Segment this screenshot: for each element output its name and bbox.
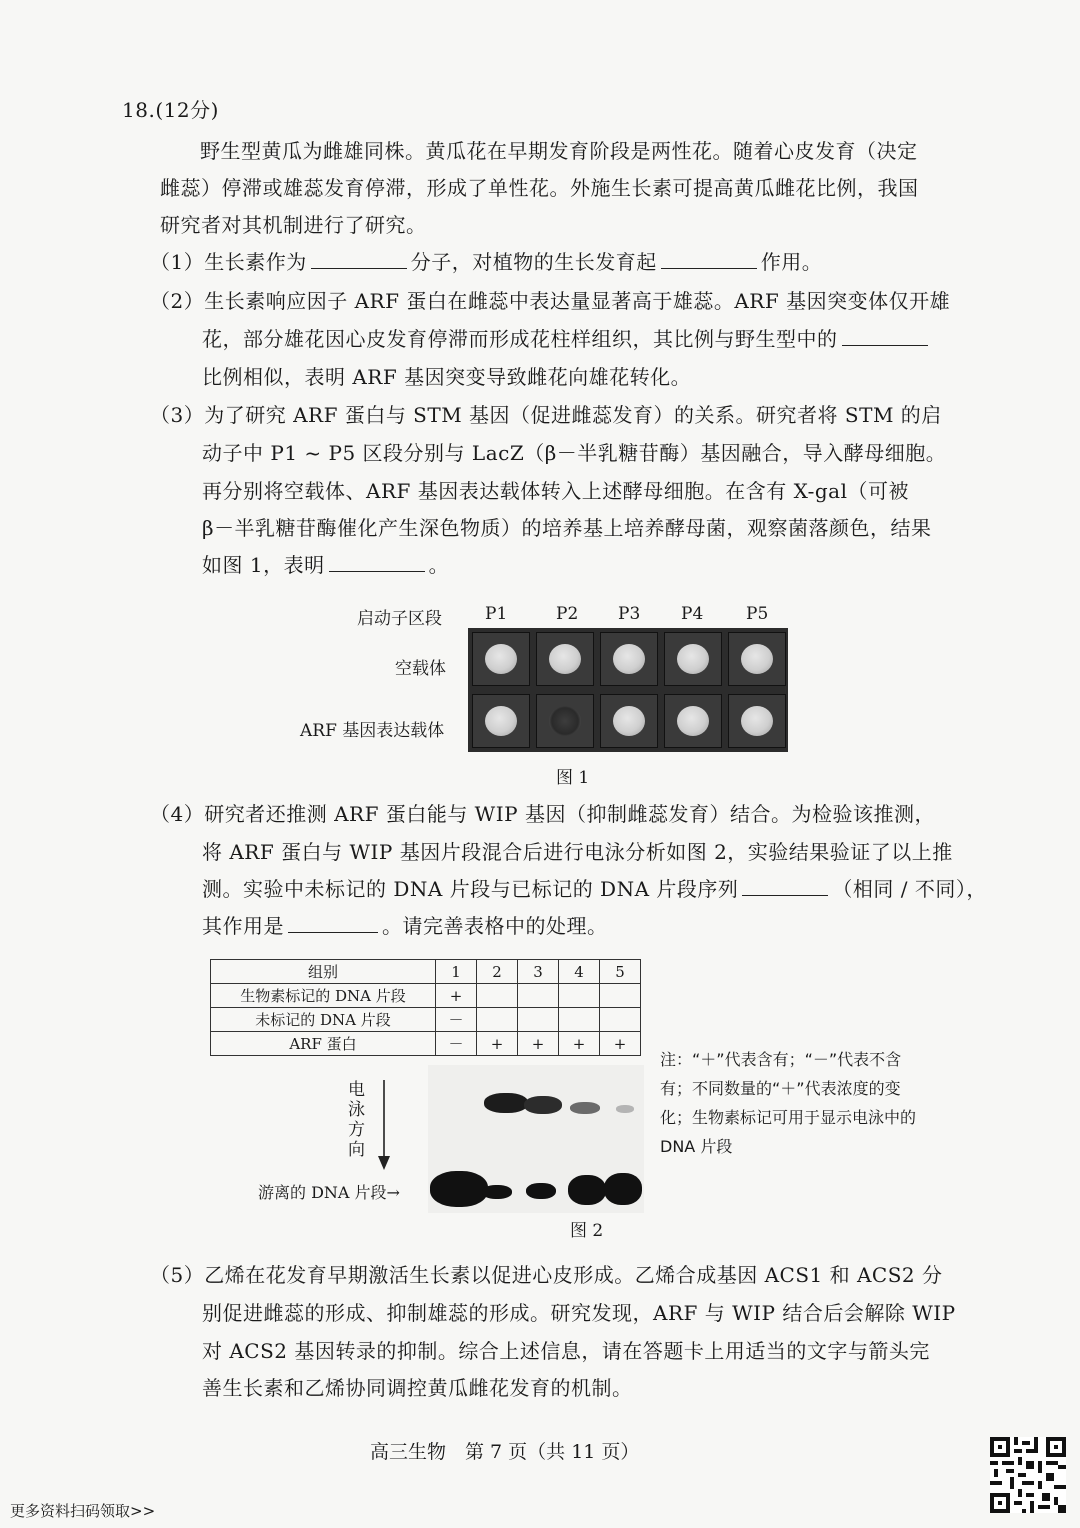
question-points: (12分) bbox=[155, 98, 219, 122]
colony-well bbox=[728, 632, 786, 686]
q4-text-1: 研究者还推测 ARF 蛋白能与 WIP 基因（抑制雌蕊发育）结合。为检验该推测， bbox=[204, 802, 935, 826]
direction-char: 方 bbox=[348, 1120, 365, 1140]
colony-light bbox=[741, 706, 773, 736]
q2-text-2: 花，部分雄花因心皮发育停滞而形成花柱样组织，其比例与野生型中的 bbox=[202, 327, 838, 351]
table-cell: + bbox=[518, 1032, 559, 1056]
colony-well bbox=[600, 632, 658, 686]
table-row bbox=[211, 984, 641, 1008]
q3-text-5-end: 。 bbox=[428, 553, 450, 577]
table-row bbox=[211, 1032, 641, 1056]
shifted-band bbox=[570, 1102, 600, 1114]
q4-number: （4） bbox=[150, 802, 205, 826]
table-cell: ARF 蛋白 bbox=[211, 1032, 436, 1056]
intro-line-1: 野生型黄瓜为雌雄同株。黄瓜花在早期发育阶段是两性花。随着心皮发育（决定 bbox=[200, 139, 918, 163]
table-cell: 5 bbox=[600, 960, 641, 984]
empty-vector-label: 空载体 bbox=[395, 659, 446, 679]
answer-blank[interactable] bbox=[288, 914, 378, 933]
colony-light bbox=[613, 644, 645, 674]
more-resources-link[interactable]: 更多资料扫码领取>> bbox=[10, 1502, 156, 1520]
table-header-row bbox=[211, 960, 641, 984]
colony-light bbox=[549, 644, 581, 674]
q1-line bbox=[150, 246, 822, 275]
colony-light bbox=[485, 644, 517, 674]
intro-line-2: 雌蕊）停滞或雄蕊发育停滞，形成了单性花。外施生长素可提高黄瓜雌花比例，我国 bbox=[160, 176, 919, 200]
q3-line-4: β－半乳糖苷酶催化产生深色物质）的培养基上培养酵母菌，观察菌落颜色，结果 bbox=[202, 516, 932, 540]
q5-line-2: 别促进雌蕊的形成、抑制雄蕊的形成。研究发现，ARF 与 WIP 结合后会解除 WIP bbox=[202, 1301, 956, 1325]
table-cell[interactable] bbox=[600, 984, 641, 1008]
table-cell[interactable] bbox=[518, 984, 559, 1008]
colony-well bbox=[728, 694, 786, 748]
table-cell[interactable] bbox=[600, 1008, 641, 1032]
q2-text-1: 生长素响应因子 ARF 蛋白在雌蕊中表达量显著高于雄蕊。ARF 基因突变体仅开雄 bbox=[204, 289, 951, 313]
colony-well bbox=[472, 632, 530, 686]
qr-code-icon[interactable] bbox=[990, 1437, 1066, 1513]
free-dna-band bbox=[482, 1185, 512, 1199]
q4-text-4-end: 。请完善表格中的处理。 bbox=[382, 914, 608, 938]
question-number: 18. bbox=[122, 98, 156, 122]
table-row bbox=[211, 1008, 641, 1032]
table-cell: + bbox=[436, 984, 477, 1008]
note-line: DNA 片段 bbox=[660, 1137, 733, 1156]
q4-text-4: 其作用是 bbox=[202, 914, 284, 938]
yeast-plate-panel bbox=[468, 628, 788, 752]
direction-char: 电 bbox=[348, 1080, 365, 1100]
q2-number: （2） bbox=[150, 289, 205, 313]
q3-line-1 bbox=[150, 399, 942, 428]
table-cell: 3 bbox=[518, 960, 559, 984]
colony-well bbox=[536, 632, 594, 686]
q1-text-b: 分子，对植物的生长发育起 bbox=[410, 250, 657, 274]
q4-line-3 bbox=[202, 873, 987, 902]
shifted-band bbox=[484, 1093, 528, 1113]
colony-dark bbox=[549, 706, 581, 736]
colony-light bbox=[741, 644, 773, 674]
promoter-label: P2 bbox=[556, 604, 579, 624]
table-cell: + bbox=[600, 1032, 641, 1056]
table-cell: 生物素标记的 DNA 片段 bbox=[211, 984, 436, 1008]
free-dna-label: 游离的 DNA 片段→ bbox=[258, 1183, 400, 1202]
promoter-label: P1 bbox=[485, 604, 508, 624]
table-cell: 4 bbox=[559, 960, 600, 984]
q3-number: （3） bbox=[150, 403, 205, 427]
q4-text-3: 测。实验中未标记的 DNA 片段与已标记的 DNA 片段序列 bbox=[202, 877, 739, 901]
colony-light bbox=[485, 706, 517, 736]
figure-2-note bbox=[660, 1045, 916, 1161]
colony-well bbox=[536, 694, 594, 748]
note-line: 注：“＋”代表含有；“－”代表不含 bbox=[660, 1050, 902, 1069]
shifted-band bbox=[616, 1105, 634, 1113]
table-cell: － bbox=[436, 1008, 477, 1032]
promoter-label: P5 bbox=[746, 604, 769, 624]
table-cell: 1 bbox=[436, 960, 477, 984]
q3-line-3: 再分别将空载体、ARF 基因表达载体转入上述酵母细胞。在含有 X-gal（可被 bbox=[202, 479, 909, 503]
q3-line-2: 动子中 P1 ~ P5 区段分别与 LacZ（β－半乳糖苷酶）基因融合，导入酵母细胞。 bbox=[202, 441, 947, 465]
colony-well bbox=[472, 694, 530, 748]
q2-line-3: 比例相似，表明 ARF 基因突变导致雌花向雄花转化。 bbox=[202, 365, 692, 389]
direction-char: 向 bbox=[348, 1140, 365, 1160]
arf-vector-label: ARF 基因表达载体 bbox=[300, 721, 445, 741]
colony-light bbox=[677, 644, 709, 674]
colony-light bbox=[613, 706, 645, 736]
down-arrow-icon bbox=[374, 1080, 394, 1172]
q3-text-1: 为了研究 ARF 蛋白与 STM 基因（促进雌蕊发育）的关系。研究者将 STM 的启 bbox=[204, 403, 942, 427]
answer-blank[interactable] bbox=[311, 250, 407, 269]
note-line: 有；不同数量的“＋”代表浓度的变 bbox=[660, 1079, 901, 1098]
table-cell[interactable] bbox=[477, 1008, 518, 1032]
figure-2-caption: 图 2 bbox=[570, 1221, 604, 1241]
direction-char: 泳 bbox=[348, 1100, 365, 1120]
colony-well bbox=[664, 632, 722, 686]
q5-number: （5） bbox=[150, 1263, 205, 1287]
promoter-label: P3 bbox=[618, 604, 641, 624]
q5-line-3: 对 ACS2 基因转录的抑制。综合上述信息，请在答题卡上用适当的文字与箭头完 bbox=[202, 1339, 930, 1363]
intro-line-3: 研究者对其机制进行了研究。 bbox=[160, 213, 427, 237]
colony-light bbox=[677, 706, 709, 736]
table-cell[interactable] bbox=[518, 1008, 559, 1032]
table-cell[interactable] bbox=[559, 1008, 600, 1032]
gel-image bbox=[428, 1065, 644, 1213]
table-cell: － bbox=[436, 1032, 477, 1056]
table-cell[interactable] bbox=[559, 984, 600, 1008]
table-cell: 组别 bbox=[211, 960, 436, 984]
free-dna-band bbox=[568, 1175, 606, 1205]
answer-blank[interactable] bbox=[742, 877, 828, 896]
electrophoresis-direction-label bbox=[348, 1080, 365, 1160]
treatment-table bbox=[210, 959, 641, 1056]
promoter-label: P4 bbox=[681, 604, 704, 624]
question-header bbox=[122, 94, 219, 123]
colony-well bbox=[664, 694, 722, 748]
answer-blank[interactable] bbox=[329, 553, 425, 572]
q2-line-2 bbox=[202, 323, 932, 352]
q2-line-1 bbox=[150, 285, 950, 314]
q4-line-1 bbox=[150, 798, 935, 827]
q5-line-1 bbox=[150, 1259, 943, 1288]
free-dna-band bbox=[604, 1173, 642, 1205]
table-cell: 2 bbox=[477, 960, 518, 984]
q1-text-a: 生长素作为 bbox=[204, 250, 307, 274]
q5-line-4: 善生长素和乙烯协同调控黄瓜雌花发育的机制。 bbox=[202, 1376, 633, 1400]
q1-number: （1） bbox=[150, 250, 205, 274]
page-footer: 高三生物 第 7 页（共 11 页） bbox=[370, 1441, 640, 1463]
shifted-band bbox=[524, 1096, 562, 1114]
answer-blank[interactable] bbox=[842, 327, 928, 346]
free-dna-band bbox=[526, 1183, 556, 1199]
table-cell: + bbox=[559, 1032, 600, 1056]
q4-text-3-end: （相同 / 不同）， bbox=[832, 877, 987, 901]
colony-well bbox=[600, 694, 658, 748]
q4-line-4 bbox=[202, 910, 608, 939]
figure-1-caption: 图 1 bbox=[556, 768, 590, 788]
q3-text-5: 如图 1，表明 bbox=[202, 553, 325, 577]
answer-blank[interactable] bbox=[661, 250, 757, 269]
q3-line-5 bbox=[202, 549, 449, 578]
table-cell: 未标记的 DNA 片段 bbox=[211, 1008, 436, 1032]
promoter-header: 启动子区段 bbox=[357, 609, 442, 629]
q4-line-2: 将 ARF 蛋白与 WIP 基因片段混合后进行电泳分析如图 2，实验结果验证了以上推 bbox=[202, 840, 953, 864]
note-line: 化；生物素标记可用于显示电泳中的 bbox=[660, 1108, 917, 1127]
table-cell[interactable] bbox=[477, 984, 518, 1008]
q5-text-1: 乙烯在花发育早期激活生长素以促进心皮形成。乙烯合成基因 ACS1 和 ACS2 分 bbox=[204, 1263, 943, 1287]
q1-text-c: 作用。 bbox=[760, 250, 823, 274]
table-cell: + bbox=[477, 1032, 518, 1056]
free-dna-band bbox=[430, 1171, 488, 1207]
